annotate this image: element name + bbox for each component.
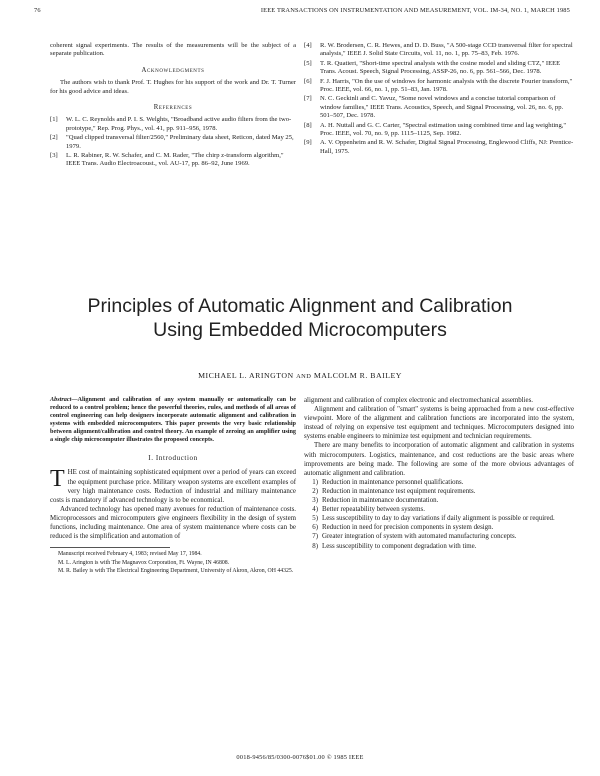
footnotes — [50, 547, 294, 575]
reference-number: [8] — [304, 121, 312, 129]
reference-number: [7] — [304, 95, 312, 103]
copyright-line: 0018-9456/85/0300-0076$01.00 © 1985 IEEE — [236, 754, 364, 761]
right-paragraph-2: Alignment and calibration of "smart" systems is being approached from a new cost-effective viewpoint. More of the alignment and calibration functions are incorporated into the system, instead of relying on expensive test equipment and techniques. Microcomputers designed into systems enable engineers to minimize test equipment and technician requirements. — [304, 406, 574, 441]
reference-number: [1] — [50, 116, 58, 124]
reference-item — [304, 95, 574, 120]
reference-item — [304, 122, 574, 139]
reference-text: T. R. Quatieri, "Short-time spectral analysis with the cosine model and sliding CTZ," IEEE Trans. Acoust. Speech, Signal Processing, ASSP-26, no. 6, pp. 561–566, Dec. 1978. — [320, 59, 561, 76]
previous-article-closing: coherent signal experiments. The results of the measurements will be the subject of a separate publication. — [50, 42, 296, 58]
reference-item — [50, 152, 296, 169]
drop-cap: T — [50, 466, 65, 493]
reference-item — [304, 60, 574, 77]
abstract — [50, 396, 296, 444]
list-item: 6) Reduction in need for precision components in system design. — [312, 524, 494, 532]
footnote-received: Manuscript received February 4, 1983; revised May 17, 1984. — [58, 551, 202, 558]
reference-number: [3] — [50, 152, 58, 160]
footnote-author-2: M. R. Bailey is with The Electrical Engineering Department, University of Akron, Akron, OH 44325. — [58, 567, 294, 574]
author-1: MICHAEL L. ARINGTON — [198, 371, 294, 380]
article-title — [40, 294, 560, 342]
advantages-list — [304, 478, 574, 551]
article-right-column — [304, 396, 574, 551]
footnote-author-1: M. L. Arington is with The Magnavox Corporation, Ft. Wayne, IN 46808. — [58, 559, 230, 566]
abstract-text: —Alignment and calibration of any system manually or automatically can be reduced to a control problem; hence the powerful theories, rules, and methods of all areas of control engineering can help designers incorporate automatic alignment and calibration in systems with embedded microcomputers. This paper presents the very basic relationship between alignment/calibration and control theory. An example of zeroing an amplifier using a single chip microcomputer illustrates the proposed concepts. — [50, 396, 296, 443]
list-item: 2) Reduction in maintenance test equipment requirements. — [312, 487, 476, 495]
reference-number: [6] — [304, 77, 312, 85]
list-item: 7) Greater integration of system with automated manufacturing concepts. — [312, 533, 517, 541]
reference-text: A. H. Nuttall and G. C. Carter, "Spectral estimation using combined time and lag weighting," Proc. IEEE, vol. 70, no. 9, pp. 1115–1125, Sep. 1982. — [320, 121, 567, 138]
reference-item — [50, 116, 296, 133]
reference-text: W. L. C. Reynolds and P. I. S. Welghts, "Broadband active audio filters from the two-prototype," Rep. Prog. Phys., vol. 41, pp. 911–956, 1978. — [66, 116, 292, 132]
reference-number: [5] — [304, 59, 312, 67]
list-item: 8) Less susceptibility to component degradation with time. — [312, 542, 477, 550]
acknowledgment-heading: Acknowledgments — [141, 66, 205, 74]
article-title-line-1: Principles of Automatic Alignment and Calibration — [87, 295, 513, 317]
introduction-body — [50, 468, 296, 541]
intro-paragraph-1: HE cost of maintaining sophisticated equipment over a period of years can exceed the equipment purchase price. Military weapon systems are excellent examples of very high maintenance costs. Reduction of industrial and military maintenance costs is mandatory if advanced technology is to be economical. — [50, 469, 296, 504]
right-paragraph-3: There are many benefits to incorporation of automatic alignment and calibration in systems with microcomputers. Logistics, maintenance, and cost reductions are the basic areas where improvements are being made. The following are some of the more obvious advantages of automatic alignment and calibration. — [304, 442, 574, 477]
intro-paragraph-2: Advanced technology has opened many avenues for reduction of maintenance costs. Microprocessors and microcomputers give engineers flexibility in the design of system functions, including maintenance. One area of system maintenance where costs can be reduced is the simplification and automation of — [50, 505, 296, 541]
article-title-line-2: Using Embedded Microcomputers — [153, 319, 447, 341]
reference-item — [304, 78, 574, 95]
abstract-label: Abstract — [50, 396, 72, 403]
reference-number: [2] — [50, 134, 58, 142]
previous-article-right-column — [304, 42, 574, 157]
reference-number: [9] — [304, 139, 312, 147]
journal-title: IEEE TRANSACTIONS ON INSTRUMENTATION AND MEASUREMENT, VOL. IM-34, NO. 1, MARCH 1985 — [260, 7, 570, 14]
page-number: 76 — [34, 7, 41, 14]
reference-number: [4] — [304, 42, 312, 49]
reference-text: F. J. Harris, "On the use of windows for harmonic analysis with the discrete Fourier transform," Proc. IEEE, vol. 66, no. 1, pp. 51–83, Jan. 1978. — [320, 77, 573, 94]
list-item: 4) Better repeatability between systems. — [312, 506, 425, 514]
list-item: 5) Less susceptibility to day to day variations if daily alignment is possible or required. — [312, 515, 555, 523]
reference-text: "Quad clipped transversal filter/2560," Preliminary data sheet, Reticon, dated May 25, 1979. — [66, 134, 294, 150]
reference-text: A. V. Oppenheim and R. W. Schafer, Digital Signal Processing, Englewood Cliffs, NJ: Prentice-Hall, 1975. — [320, 139, 574, 155]
author-2: MALCOLM R. BAILEY — [313, 371, 402, 380]
references-heading: References — [153, 104, 193, 112]
running-header — [34, 7, 570, 19]
reference-text: R. W. Brodersen, C. R. Hewes, and D. D. Buss, "A 500-stage CCD transversal filter for spectral analysis," IEEE J. Solid State Circuits, vol. 11, no. 1, pp. 75–83, Feb. 1976. — [320, 42, 573, 58]
acknowledgment-text: The authors wish to thank Prof. T. Hughes for his support of the work and Dr. T. Turner for his good advice and ideas. — [50, 79, 296, 95]
introduction-heading: I. Introduction — [148, 454, 198, 462]
reference-text: N. C. Geckinli and C. Yavuz, "Some novel windows and a concise tutorial comparison of window families," IEEE Trans. Acoustics, Speech, and Signal Processing, vol. 26, no. 6, pp. 501–507, Dec. 1978. — [320, 95, 564, 120]
list-item: 1) Reduction in maintenance personnel qualifications. — [312, 478, 464, 486]
previous-article-left-column — [50, 42, 296, 170]
reference-item — [304, 139, 574, 156]
reference-item — [304, 42, 574, 59]
article-left-column — [50, 396, 296, 576]
list-item: 3) Reduction in maintenance documentation. — [312, 497, 439, 505]
author-conjunction: AND — [296, 373, 312, 380]
author-line — [40, 371, 560, 380]
reference-text: L. R. Rabiner, R. W. Schafer, and C. M. Rader, "The chirp z-transform algorithm," IEEE Trans. Audio Electroacoust., vol. AU-17, pp. 86–92, June 1969. — [66, 152, 284, 168]
reference-item — [50, 134, 296, 151]
right-paragraph-1: alignment and calibration of complex electronic and electromechanical assemblies. — [304, 397, 534, 404]
